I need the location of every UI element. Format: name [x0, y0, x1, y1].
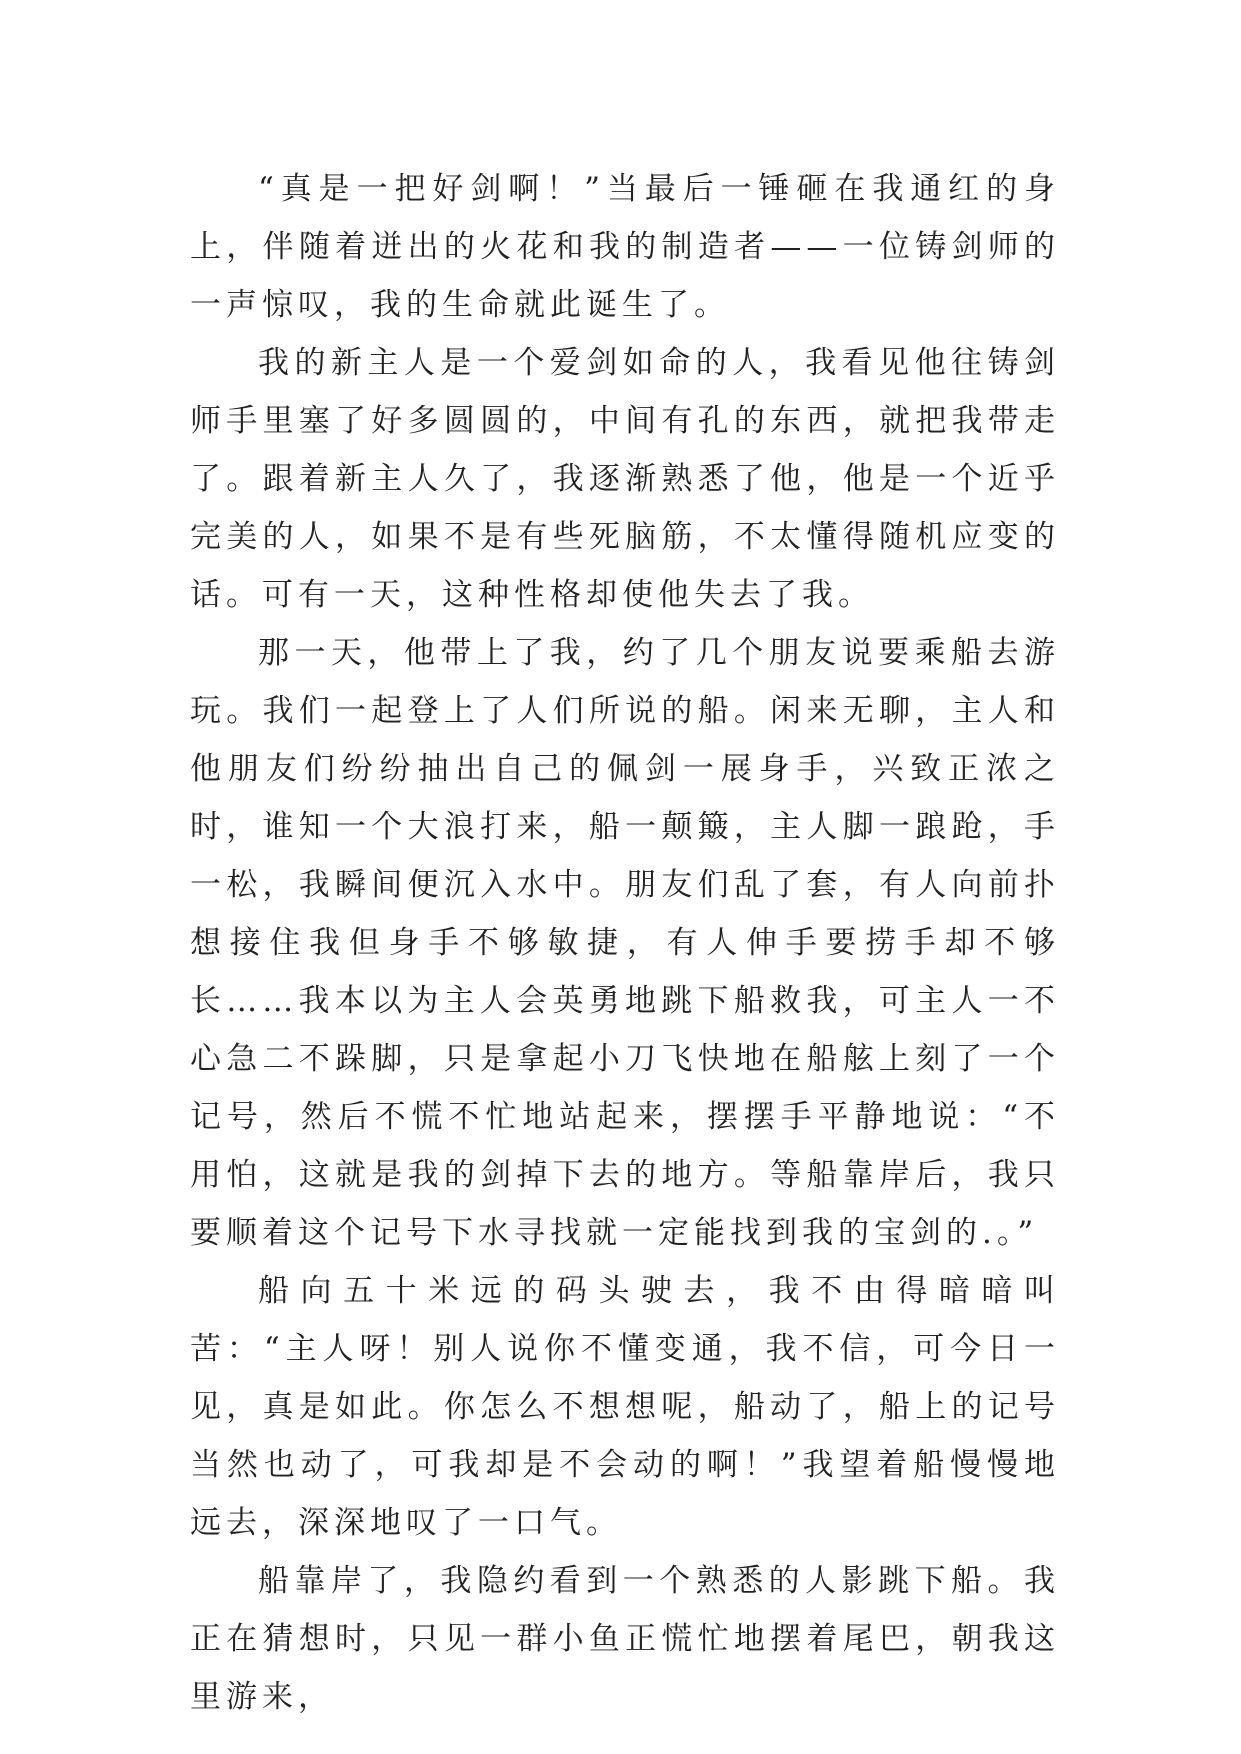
document-body [190, 160, 1060, 1726]
paragraph-5: 船靠岸了，我隐约看到一个熟悉的人影跳下船。我正在猜想时，只见一群小鱼正慌忙地摆着尾巴，朝我这里游来， [190, 1563, 1060, 1715]
paragraph-1: “真是一把好剑啊！”当最后一锤砸在我通红的身上，伴随着迸出的火花和我的制造者——一位铸剑师的一声惊叹，我的生命就此诞生了。 [190, 171, 1060, 323]
paragraph-3: 那一天，他带上了我，约了几个朋友说要乘船去游玩。我们一起登上了人们所说的船。闲来无聊，主人和他朋友们纷纷抽出自己的佩剑一展身手，兴致正浓之时，谁知一个大浪打来，船一颠簸，主人脚一踉跄，手一松，我瞬间便沉入水中。朋友们乱了套，有人向前扑想接住我但身手不够敏捷，有人伸手要捞手却不够长……我本以为主人会英勇地跳下船救我，可主人一不心急二不跺脚，只是拿起小刀飞快地在船舷上刻了一个记号，然后不慌不忙地站起来，摆摆手平静地说：“不用怕，这就是我的剑掉下去的地方。等船靠岸后，我只要顺着这个记号下水寻找就一定能找到我的宝剑的.。” [190, 635, 1060, 1251]
paragraph-4: 船向五十米远的码头驶去，我不由得暗暗叫苦：“主人呀！别人说你不懂变通，我不信，可今日一见，真是如此。你怎么不想想呢，船动了，船上的记号当然也动了，可我却是不会动的啊！”我望着船慢慢地远去，深深地叹了一口气。 [190, 1273, 1060, 1541]
paragraph-2: 我的新主人是一个爱剑如命的人，我看见他往铸剑师手里塞了好多圆圆的，中间有孔的东西，就把我带走了。跟着新主人久了，我逐渐熟悉了他，他是一个近乎完美的人，如果不是有些死脑筋，不太懂得随机应变的话。可有一天，这种性格却使他失去了我。 [190, 345, 1060, 613]
